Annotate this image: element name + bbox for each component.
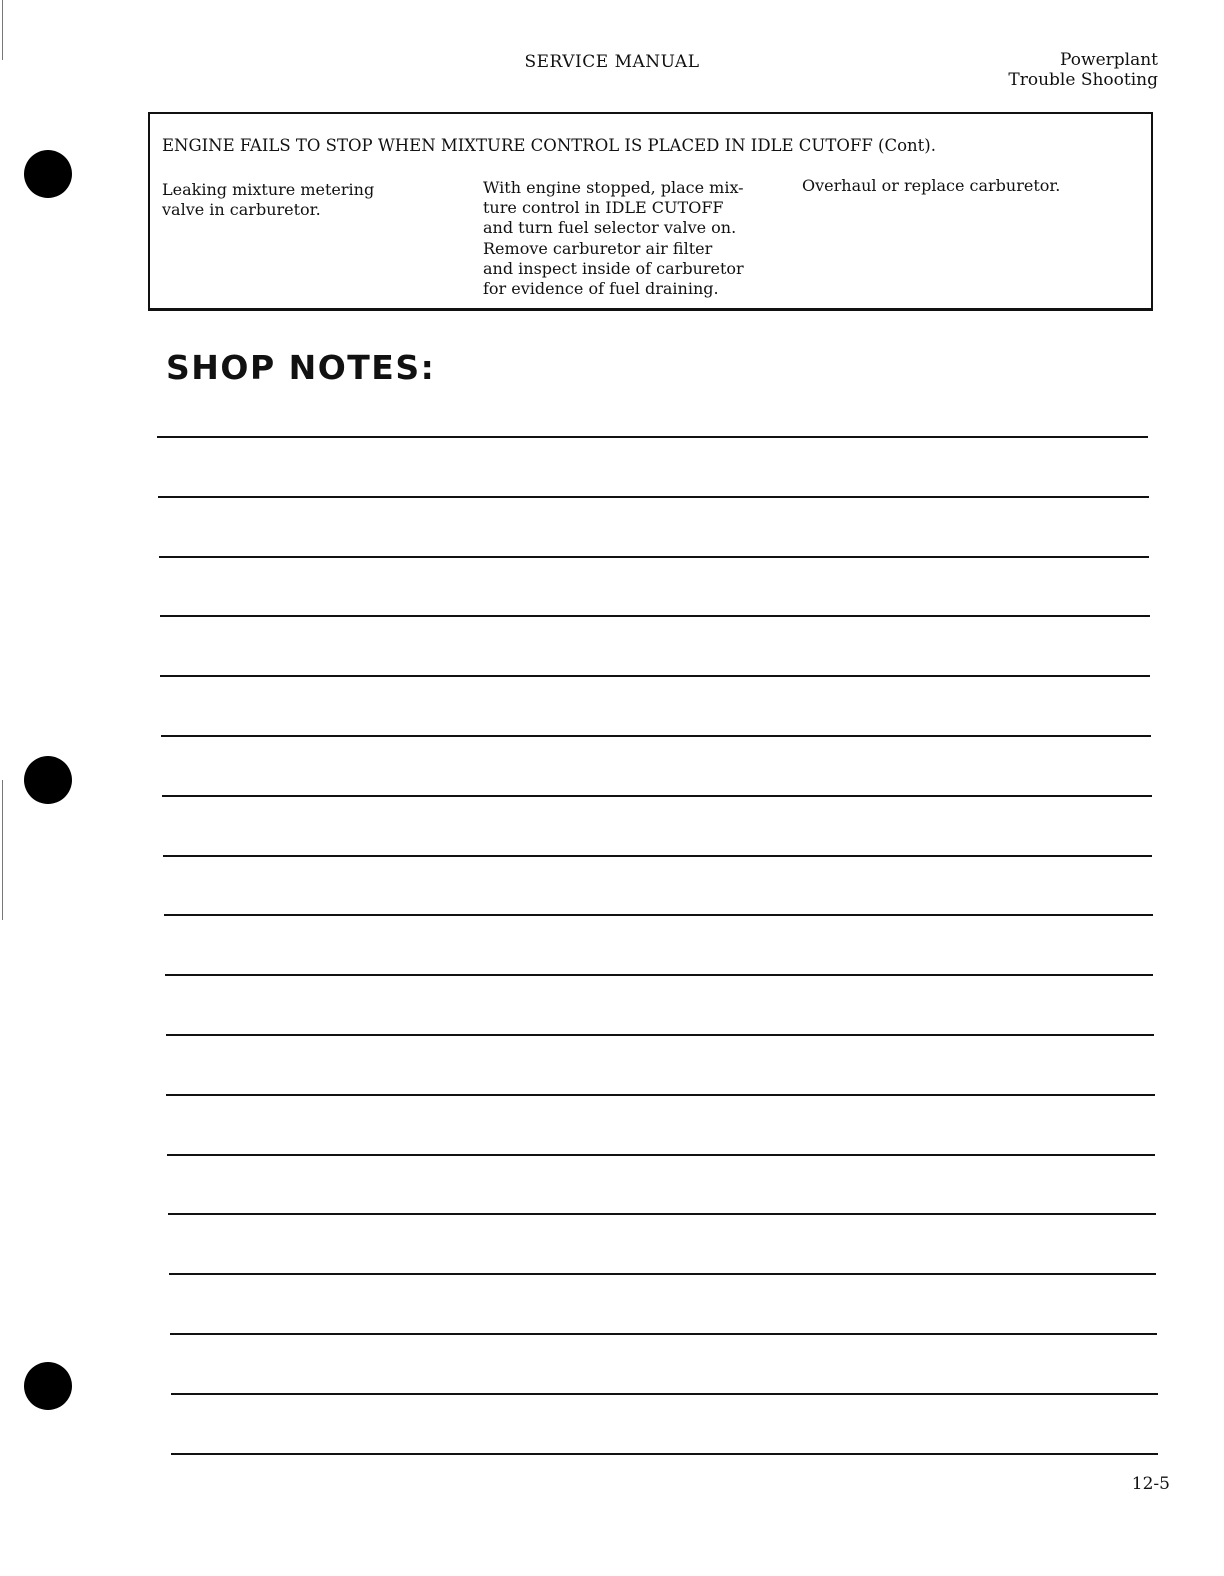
section-line-1: Powerplant (1060, 50, 1158, 70)
trouble-cell: Leaking mixture metering valve in carburetor. (162, 180, 375, 220)
notes-line (165, 974, 1154, 976)
notes-line (164, 914, 1153, 916)
notes-line (169, 1273, 1157, 1275)
margin-mark (2, 780, 3, 920)
notes-line (171, 1393, 1158, 1395)
notes-line (166, 1034, 1155, 1036)
notes-line (159, 556, 1150, 558)
section-heading (1008, 50, 1158, 90)
trouble-heading: ENGINE FAILS TO STOP WHEN MIXTURE CONTROL IS PLACED IN IDLE CUTOFF (Cont). (162, 136, 936, 155)
notes-line (166, 1094, 1154, 1096)
notes-line (170, 1333, 1157, 1335)
punch-hole-bottom (24, 1362, 72, 1410)
remedy-cell: Overhaul or replace carburetor. (802, 176, 1061, 195)
notes-line (160, 615, 1150, 617)
notes-line (161, 735, 1151, 737)
running-head: SERVICE MANUAL (524, 52, 700, 72)
notes-line (167, 1154, 1155, 1156)
punch-hole-top (24, 150, 72, 198)
page-number: 12-5 (1131, 1474, 1170, 1494)
notes-line (163, 855, 1152, 857)
notes-line (168, 1213, 1156, 1215)
margin-mark (2, 0, 3, 60)
shop-notes-title: SHOP NOTES: (166, 348, 436, 387)
notes-line (158, 496, 1149, 498)
notes-line (171, 1453, 1158, 1455)
punch-hole-middle (24, 756, 72, 804)
notes-line (162, 795, 1152, 797)
section-line-2: Trouble Shooting (1008, 70, 1158, 90)
trouble-shooting-box (148, 112, 1153, 311)
notes-line (160, 675, 1150, 677)
notes-line (157, 436, 1148, 438)
probable-cause-cell: With engine stopped, place mix- ture control in IDLE CUTOFF and turn fuel selector valve on. Remove carburetor air filter and inspect inside of carburetor for evidence of fuel draining. (483, 178, 744, 299)
